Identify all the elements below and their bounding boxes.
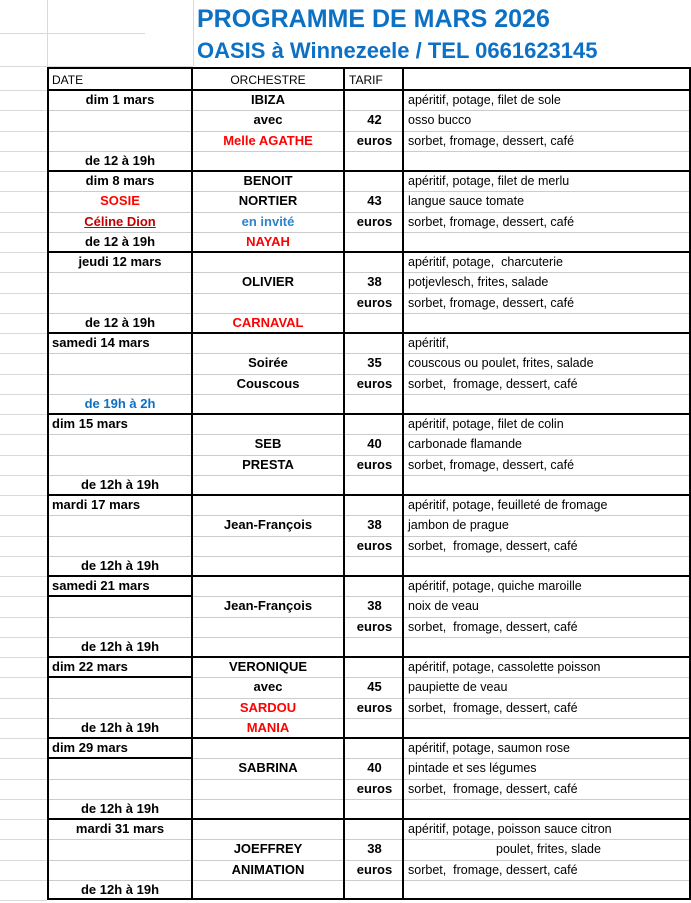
orchestre-cell[interactable]: NAYAH [246,233,290,249]
menu-cell[interactable]: sorbet, fromage, dessert, café [408,781,578,796]
date-cell[interactable]: mardi 31 mars [75,821,165,836]
column-header-tarif[interactable]: TARIF [349,73,383,87]
gridline [0,698,47,699]
tarif-cell[interactable]: euros [356,861,393,877]
date-cell[interactable]: de 19h à 2h [84,395,156,411]
orchestre-cell[interactable]: Couscous [236,375,300,391]
gridline [0,880,47,881]
menu-cell[interactable]: sorbet, fromage, dessert, café [408,295,575,310]
date-cell[interactable]: jeudi 12 mars [78,254,162,269]
date-cell[interactable]: dim 8 mars [85,173,155,188]
gridline [0,394,47,395]
date-cell[interactable]: de 12 à 19h [84,152,156,168]
gridline [0,495,47,496]
menu-cell[interactable]: apéritif, [408,336,449,350]
menu-cell[interactable]: apéritif, potage, quiche maroille [408,579,582,593]
gridline [0,455,47,456]
table-bottom-border [47,898,691,900]
tarif-cell[interactable]: euros [356,294,393,310]
orchestre-cell[interactable]: avec [253,679,283,695]
gridline [0,110,47,111]
menu-cell[interactable]: apéritif, potage, poisson sauce citron [408,822,612,836]
menu-cell[interactable]: osso bucco [408,113,472,128]
tarif-cell[interactable]: euros [356,375,393,391]
date-cell[interactable]: de 12 à 19h [84,233,156,249]
gridline [0,475,47,476]
gridline [0,90,47,91]
gridline [0,252,47,253]
gridline [0,171,47,172]
gridline [0,374,47,375]
tarif-cell[interactable]: 38 [367,274,382,290]
date-cell[interactable]: de 12h à 19h [80,800,160,816]
menu-cell[interactable]: pintade et ses légumes [408,761,537,776]
menu-cell[interactable]: apéritif, potage, cassolette poisson [408,660,601,674]
menu-cell[interactable]: couscous ou poulet, frites, salade [408,356,594,371]
date-cell[interactable]: dim 22 mars [52,659,128,674]
orchestre-cell[interactable]: MANIA [246,719,290,735]
tarif-cell[interactable]: 38 [367,598,382,614]
menu-cell[interactable]: apéritif, potage, charcuterie [408,255,563,269]
column-header-date[interactable]: DATE [52,73,84,87]
menu-cell[interactable]: sorbet, fromage, dessert, café [408,214,575,229]
column-separator [191,67,193,900]
gridline [0,839,47,840]
gridline [0,860,47,861]
date-cell[interactable]: SOSIE [100,193,140,209]
tarif-cell[interactable]: 40 [367,760,382,776]
menu-cell[interactable]: apéritif, potage, filet de sole [408,93,561,107]
gridline [0,738,47,739]
table-top-border [47,67,691,69]
tarif-cell[interactable]: euros [356,780,393,796]
date-cell[interactable]: dim 15 mars [52,416,128,431]
gridline [47,0,48,67]
gridline [0,212,47,213]
gridline [0,617,47,618]
menu-cell[interactable]: poulet, frites, slade [496,842,601,857]
date-cell[interactable]: Céline Dion [84,213,156,229]
menu-cell[interactable]: sorbet, fromage, dessert, café [408,376,578,391]
menu-cell[interactable]: potjevlesch, frites, salade [408,275,549,290]
tarif-cell[interactable]: euros [356,213,393,229]
tarif-cell[interactable]: euros [356,699,393,715]
date-cell[interactable]: samedi 21 mars [52,578,150,593]
gridline [0,191,47,192]
gridline [0,900,47,901]
gridline [0,313,47,314]
gridline [0,151,47,152]
menu-cell[interactable]: apéritif, potage, saumon rose [408,741,570,755]
date-cell[interactable]: samedi 14 mars [52,335,150,350]
menu-cell[interactable]: sorbet, fromage, dessert, café [408,538,578,553]
date-cell[interactable]: de 12h à 19h [80,638,160,654]
gridline [0,536,47,537]
column-separator [343,67,345,900]
orchestre-cell[interactable]: ANIMATION [231,861,305,877]
orchestre-cell[interactable]: VERONIQUE [228,659,307,674]
gridline [0,333,47,334]
menu-cell[interactable]: apéritif, potage, filet de merlu [408,174,570,188]
orchestre-cell[interactable]: JOEFFREY [233,841,303,857]
orchestre-cell[interactable]: Melle AGATHE [223,132,313,148]
menu-cell[interactable]: langue sauce tomate [408,194,525,209]
tarif-cell[interactable]: 38 [367,517,382,533]
menu-cell[interactable]: jambon de prague [408,518,509,533]
table-left-border [47,67,49,900]
orchestre-cell[interactable]: IBIZA [251,92,285,107]
orchestre-cell[interactable]: Soirée [248,355,288,371]
orchestre-cell[interactable]: SABRINA [238,760,298,776]
gridline [0,434,47,435]
orchestre-cell[interactable]: SEB [254,436,282,452]
gridline [0,293,47,294]
orchestre-cell[interactable]: en invité [241,213,295,229]
menu-cell[interactable]: sorbet, fromage, dessert, café [408,133,575,148]
gridline [0,414,47,415]
orchestre-cell[interactable]: PRESTA [242,456,294,472]
date-cell[interactable]: de 12h à 19h [80,557,160,573]
date-cell[interactable]: mardi 17 mars [52,497,141,512]
orchestre-cell[interactable]: SARDOU [239,699,297,715]
tarif-cell[interactable]: euros [356,132,393,148]
orchestre-cell[interactable]: CARNAVAL [232,314,304,330]
gridline [0,677,47,678]
tarif-cell[interactable]: euros [356,537,393,553]
gridline [0,515,47,516]
date-cell[interactable]: dim 1 mars [85,92,155,107]
menu-cell[interactable]: apéritif, potage, feuilleté de fromage [408,498,608,512]
gridline [0,596,47,597]
menu-cell[interactable]: noix de veau [408,599,479,614]
gridline [0,718,47,719]
gridline [0,33,145,34]
orchestre-cell[interactable]: OLIVIER [241,274,294,290]
gridline [0,637,47,638]
gridline [0,272,47,273]
menu-cell[interactable]: sorbet, fromage, dessert, café [408,619,578,634]
gridline [193,0,194,66]
gridline [0,232,47,233]
page-subtitle[interactable]: OASIS à Winnezeele / TEL 0661623145 [197,38,598,63]
tarif-cell[interactable]: euros [356,618,393,634]
orchestre-cell[interactable]: Jean-François [223,598,313,614]
menu-cell[interactable]: apéritif, potage, filet de colin [408,417,564,431]
tarif-cell[interactable]: euros [356,456,393,472]
menu-cell[interactable]: sorbet, fromage, dessert, café [408,457,575,472]
gridline [0,799,47,800]
column-header-orchestre[interactable]: ORCHESTRE [230,73,306,87]
menu-cell[interactable]: sorbet, fromage, dessert, café [408,862,578,877]
page-title[interactable]: PROGRAMME DE MARS 2026 [197,5,550,33]
column-separator [402,67,404,900]
orchestre-cell[interactable]: BENOIT [243,173,293,188]
menu-cell[interactable]: paupiette de veau [408,680,508,695]
date-cell[interactable]: de 12 à 19h [84,314,156,330]
tarif-cell[interactable]: 42 [367,112,382,128]
tarif-cell[interactable]: 43 [367,193,382,209]
orchestre-cell[interactable]: Jean-François [223,517,313,533]
orchestre-cell[interactable]: NORTIER [238,193,298,209]
tarif-cell[interactable]: 38 [367,841,382,857]
gridline [0,576,47,577]
date-cell[interactable]: de 12h à 19h [80,476,160,492]
gridline [0,353,47,354]
tarif-cell[interactable]: 35 [367,355,382,371]
date-cell[interactable]: de 12h à 19h [80,719,160,735]
menu-cell[interactable]: carbonade flamande [408,437,522,452]
orchestre-cell[interactable]: avec [253,112,283,128]
gridline [0,556,47,557]
gridline [0,657,47,658]
tarif-cell[interactable]: 45 [367,679,382,695]
gridline [0,131,47,132]
date-cell[interactable]: dim 29 mars [52,740,128,755]
tarif-cell[interactable]: 40 [367,436,382,452]
gridline [0,819,47,820]
date-cell[interactable]: de 12h à 19h [80,881,160,897]
gridline [0,758,47,759]
gridline [0,779,47,780]
menu-cell[interactable]: sorbet, fromage, dessert, café [408,700,578,715]
